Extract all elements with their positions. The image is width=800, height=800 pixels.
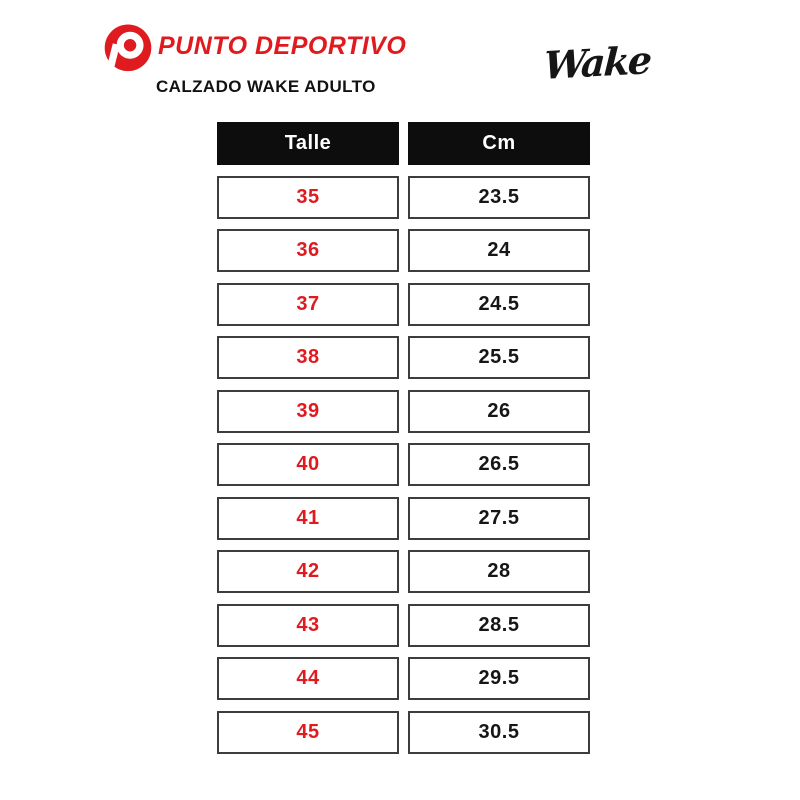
page-title: CALZADO WAKE ADULTO bbox=[156, 77, 376, 96]
talle-cell-37: 37 bbox=[217, 283, 399, 326]
column-header-cm: Cm bbox=[408, 122, 590, 165]
cm-cell-44: 29.5 bbox=[408, 657, 590, 700]
brand-name: PUNTO DEPORTIVO bbox=[158, 32, 407, 60]
cm-cell-43: 28.5 bbox=[408, 604, 590, 647]
punto-deportivo-logo-icon bbox=[102, 24, 154, 82]
talle-cell-40: 40 bbox=[217, 443, 399, 486]
talle-cell-35: 35 bbox=[217, 176, 399, 219]
cm-cell-42: 28 bbox=[408, 550, 590, 593]
cm-cell-39: 26 bbox=[408, 390, 590, 433]
talle-cell-43: 43 bbox=[217, 604, 399, 647]
cm-cell-38: 25.5 bbox=[408, 336, 590, 379]
cm-cell-45: 30.5 bbox=[408, 711, 590, 754]
wake-logo: Wake bbox=[542, 37, 652, 88]
talle-cell-41: 41 bbox=[217, 497, 399, 540]
cm-cell-37: 24.5 bbox=[408, 283, 590, 326]
talle-cell-45: 45 bbox=[217, 711, 399, 754]
cm-cell-36: 24 bbox=[408, 229, 590, 272]
talle-cell-44: 44 bbox=[217, 657, 399, 700]
talle-cell-38: 38 bbox=[217, 336, 399, 379]
cm-cell-40: 26.5 bbox=[408, 443, 590, 486]
cm-cell-41: 27.5 bbox=[408, 497, 590, 540]
size-table bbox=[217, 122, 590, 754]
talle-cell-36: 36 bbox=[217, 229, 399, 272]
column-header-talle: Talle bbox=[217, 122, 399, 165]
talle-cell-42: 42 bbox=[217, 550, 399, 593]
cm-cell-35: 23.5 bbox=[408, 176, 590, 219]
talle-cell-39: 39 bbox=[217, 390, 399, 433]
